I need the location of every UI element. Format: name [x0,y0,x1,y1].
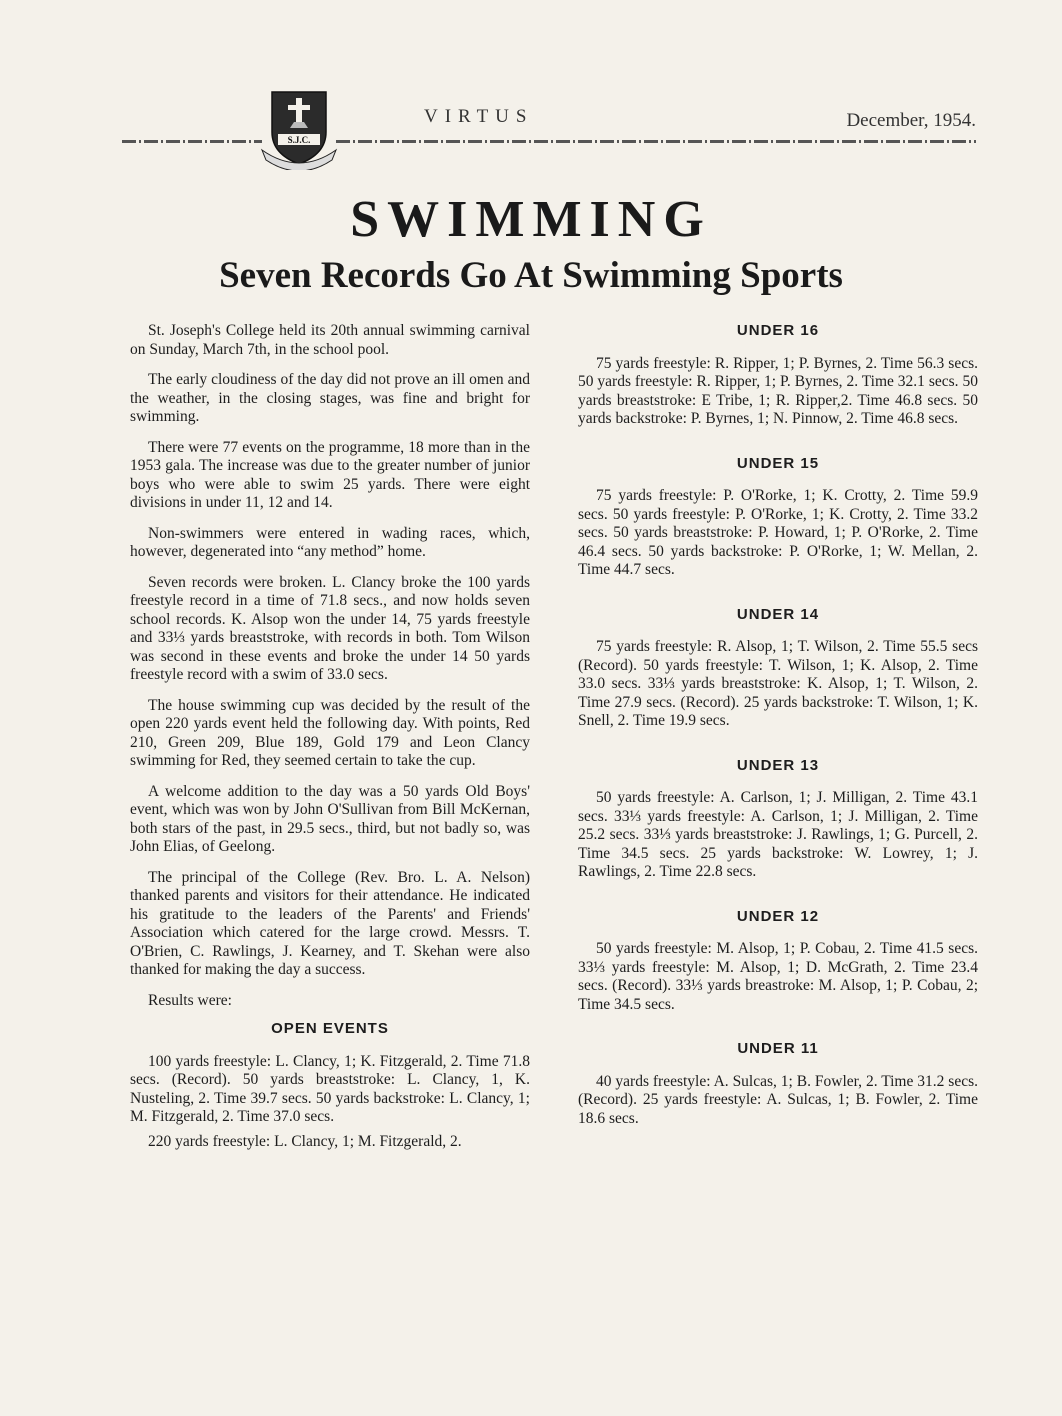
results-paragraph: 75 yards freestyle: R. Ripper, 1; P. Byrnes, 2. Time 56.3 secs. 50 yards freestyle: R. Ripper, 1; P. Byrnes, 2. Time 32.1 secs. 50 yards breaststroke: E Tribe, 1; R. Ripper,2. Time 46.8 secs. 50 yards backstroke: P. Byrnes, 1; N. Pinnow, 2. Time 46.8 secs. [578,354,978,427]
results-paragraph: 40 yards freestyle: A. Sulcas, 1; B. Fowler, 2. Time 31.2 secs. (Record). 25 yards freestyle: A. Sulcas, 1; B. Fowler, 2. Time 18.6 secs. [578,1072,978,1127]
article-paragraph: A welcome addition to the day was a 50 yards Old Boys' event, which was won by John O'Sullivan from Bill McKernan, both stars of the past, in 29.5 secs., third, but not badly so, was John Elias, of Geelong. [130,782,530,855]
crest-initials: S.J.C. [287,135,311,145]
magazine-name: VIRTUS [424,106,534,127]
header-rule-left [122,140,262,143]
article-paragraph: The early cloudiness of the day did not prove an ill omen and the weather, in the closing stages, was fine and bright for swimming. [130,371,530,425]
section-heading-under-14: UNDER 14 [736,605,820,623]
section-heading-under-13: UNDER 13 [736,756,820,774]
results-paragraph: 50 yards freestyle: M. Alsop, 1; P. Cobau, 2. Time 41.5 secs. 33⅓ yards freestyle: M. Alsop, 1; D. McGrath, 2. Time 23.4 secs. (Record). 33⅓ yards breastroke: M. Alsop, 1; P. Cobau, 2; Time 34.5 secs. [578,940,978,1013]
results-paragraph: 220 yards freestyle: L. Clancy, 1; M. Fitzgerald, 2. [148,1132,462,1150]
results-paragraph: 75 yards freestyle: R. Alsop, 1; T. Wilson, 2. Time 55.5 secs (Record). 50 yards freestyle: T. Wilson, 1; K. Alsop, 2. Time 33.0 secs. 33⅓ yards breaststroke: K. Alsop, 1; T. Wilson, 2. Time 27.9 secs. (Record). 25 yards backstroke: T. Wilson, 1; K. Snell, 2. Time 19.9 secs. [578,638,978,729]
article-paragraph: The house swimming cup was decided by the result of the open 220 yards event held the following day. With points, Red 210, Green 209, Blue 189, Gold 179 and Leon Clancy swimming for Red, they seemed certain to take the cup. [130,696,530,769]
article-paragraph: Results were: [148,991,232,1009]
issue-date: December, 1954. [846,110,976,131]
school-crest-icon [260,88,338,170]
section-heading-under-16: UNDER 16 [736,322,820,339]
article-paragraph: Non-swimmers were entered in wading races, which, however, degenerated into “any method” home. [130,524,530,560]
results-paragraph: 75 yards freestyle: P. O'Rorke, 1; K. Crotty, 2. Time 59.9 secs. 50 yards freestyle: P. O'Rorke, 1; K. Crotty, 2. Time 33.2 secs. 50 yards breaststroke: P. Howard, 1; P. O'Rorke, 2. Time 46.4 secs. 50 yards backstroke: P. O'Rorke, 1; W. Mellan, 2. Time 44.7 secs. [578,487,978,578]
article-paragraph: Seven records were broken. L. Clancy broke the 100 yards freestyle record in a time of 71.8 secs., and now holds seven school records. K. Alsop won the under 14, 75 yards freestyle and 33⅓ yards breaststroke, with records in both. Tom Wilson was second in these events and broke the under 14 50 yards freestyle record with a swim of 33.0 secs. [130,573,530,683]
article-paragraph: The principal of the College (Rev. Bro. L. A. Nelson) thanked parents and visitors for their attendance. He indicated his gratitude to the leaders of the Parents' and Friends' Association which catered for the large crowd. Messrs. T. O'Brien, C. Rawlings, J. Kearney, and T. Skehan were also thanked for making the day a success. [130,868,530,978]
right-column [578,322,978,1140]
page-title: SWIMMING [350,191,712,248]
page-subtitle: Seven Records Go At Swimming Sports [219,255,843,296]
header-rule-right [336,140,976,143]
section-heading-open-events: OPEN EVENTS [271,1020,389,1037]
left-column [130,322,530,1163]
page-header [122,88,976,168]
results-paragraph: 50 yards freestyle: A. Carlson, 1; J. Milligan, 2. Time 43.1 secs. 33⅓ yards freestyle: A. Carlson, 1; J. Milligan, 2. Time 25.2 secs. 33⅓ yards breaststroke: J. Rawlings, 1; G. Purcell, 2. Time 34.5 secs. 25 yards backstroke: W. Lowrey, 1; J. Rawlings, 2. Time 22.8 secs. [578,789,978,880]
article-paragraph: St. Joseph's College held its 20th annual swimming carnival on Sunday, March 7th, in the school pool. [130,322,530,358]
section-heading-under-11: UNDER 11 [737,1040,819,1057]
section-heading-under-15: UNDER 15 [736,454,820,472]
section-heading-under-12: UNDER 12 [736,907,820,925]
article-paragraph: There were 77 events on the programme, 18 more than in the 1953 gala. The increase was due to the greater number of junior boys who were able to swim 25 yards. There were eight divisions in under 11, 12 and 14. [130,438,530,511]
results-paragraph: 100 yards freestyle: L. Clancy, 1; K. Fitzgerald, 2. Time 71.8 secs. (Record). 50 yards breaststroke: L. Clancy, 1, K. Nusteling, 2. Time 39.7 secs. 50 yards backstroke: L. Clancy, 1; M. Fitzgerald, 2. Time 37.0 secs. [130,1052,530,1125]
